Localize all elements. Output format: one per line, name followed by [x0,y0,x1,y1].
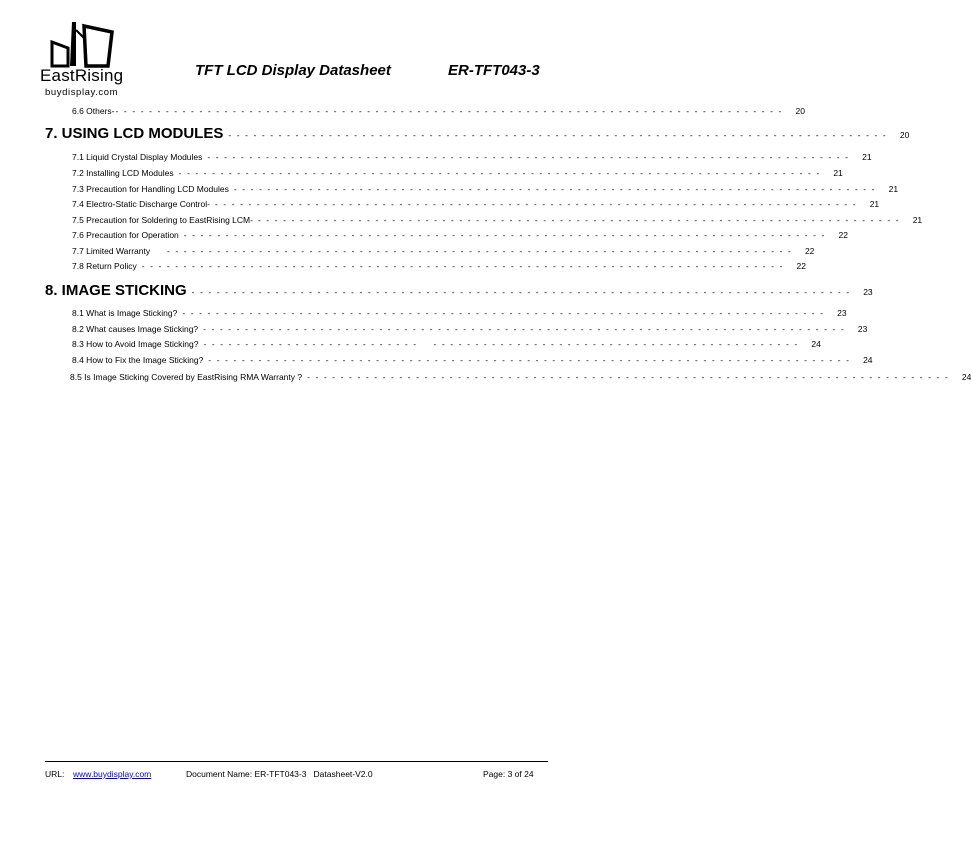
toc-entry-7-8[interactable] [72,261,806,271]
toc-entry-label: 7.1 Liquid Crystal Display Modules [72,152,203,162]
toc-entry-label: 7.3 Precaution for Handling LCD Modules [72,184,229,194]
brand-name: EastRising [40,66,124,85]
toc-entry-8-5[interactable] [70,372,971,382]
toc-entry-label: 7.7 Limited Warranty [72,246,151,256]
eastrising-logo [38,18,133,98]
toc-entry-label: 8.1 What is Image Sticking? [72,308,178,318]
toc-entry-label: 8.5 Is Image Sticking Covered by EastRising RMA Warranty ? [70,372,303,382]
toc-entry-7-3[interactable] [72,184,899,194]
document-title: TFT LCD Display Datasheet [195,62,391,79]
toc-leader: - - - - - - - - - - - - - - - - - - - - - - - - - - - - - - - - - - - - - - - - - - - - - - - - - - - - - - - - - - - - - - - - - - - - - - - - - - - [151,246,793,256]
toc-entry-8-4[interactable] [72,355,873,365]
footer-url-link[interactable] [73,769,151,779]
toc-entry-page: 23 [857,324,868,334]
footer-url-label: URL: [45,769,65,779]
toc-entry-7-2[interactable] [72,168,843,178]
toc-entry-6-6[interactable] [72,106,805,116]
toc-entry-7-7[interactable] [72,246,815,256]
toc-leader: - - - - - - - - - - - - - - - - - - - - - - - - - - - - - - - - - - - - - - - - - - - - - - - - - - - - - - - - - - - - - - - - - - - - - - - - - - - - - [253,215,901,225]
toc-entry-label: 6.6 Others- [72,106,115,116]
toc-chapter-8[interactable] [45,282,873,299]
toc-leader: - - - - - - - - - - - - - - - - - - - - - - - - - - - - - - - - - - - - - - - - - - - - - - - - - - - - - - - - - - - - - - - - - - - - - - - - - - - - - - - [187,287,851,297]
footer-page-number: Page: 3 of 24 [483,769,534,779]
toc-leader: - - - - - - - - - - - - - - - - - - - - - - - - - - - - - - - - - - - - - - - - - - - - - - - - - - - - - - - - - - - - - - - - - - - - - - - - - - - - - [204,355,851,365]
toc-leader: - - - - - - - - - - - - - - - - - - - - - - - - - - - - - - - - - - - - - - - - - - - - - - - - - - - - - - - - - - - - - - - - - - - - - - - - - - - - - [303,372,950,382]
toc-leader: - - - - - - - - - - - - - - - - - - - - - - - - - - - - - - - - - - - - - - - - - - - - - - - - - - - - - - - - - - - - - - - - - - - - - - - - - - - - - - - [224,130,888,140]
toc-entry-label: 7.2 Installing LCD Modules [72,168,174,178]
toc-leader: - - - - - - - - - - - - - - - - - - - - - - - - - - - - - - - - - - - - - - - - - - - - - - - - - - - - - - - - - - - - - - - - - - - - - - - - - - - - - [229,184,877,194]
toc-entry-label: 7.8 Return Policy [72,261,137,271]
eastrising-logo-mark-icon [46,18,116,70]
toc-entry-page: 24 [863,355,873,365]
toc-entry-page: 24 [811,339,821,349]
toc-entry-page: 24 [961,372,971,382]
toc-entry-page: 22 [804,246,815,256]
footer-link[interactable]: www.buydisplay.com [73,769,152,779]
toc-entry-7-6[interactable] [72,230,848,240]
toc-leader: - - - - - - - - - - - - - - - - - - - - - - - - - - - - - - - - - - - - - - - - - - - - - - - - - - - - - - - - - - - - - - - - - - - - - - - - - - - - - [210,199,858,209]
toc-leader: - - - - - - - - - - - - - - - - - - - - - - - - - - - - - - - - - - - - - - - - - - - - - - - - - - - - - - - - - - - - - - - - - - - - - - - - - - - - - [178,308,825,318]
toc-leader: - - - - - - - - - - - - - - - - - - - - - - - - - - - - - - - - - - - - - - - - - - - - - - - - - - - - - - - - - - - - - - - - - - - - - - - - - - - - - [179,230,826,240]
toc-chapter-label: 7. USING LCD MODULES [45,125,224,142]
toc-leader: - - - - - - - - - - - - - - - - - - - - - - - - - - - - - - - - - - - - - - - - - - - - - - - - - - - - - - - - - - - - - - - - - - - - - - [199,339,799,349]
toc-entry-label: 7.5 Precaution for Soldering to EastRising LCM- [72,215,253,225]
toc-entry-label: 8.3 How to Avoid Image Sticking? [72,339,199,349]
toc-entry-page: 22 [838,230,848,240]
toc-entry-page: 21 [869,199,880,209]
toc-entry-label: 8.2 What causes Image Sticking? [72,324,199,334]
toc-leader: - - - - - - - - - - - - - - - - - - - - - - - - - - - - - - - - - - - - - - - - - - - - - - - - - - - - - - - - - - - - - - - - - - - - - - - - - - - - - - - - [115,106,783,116]
toc-entry-label: 8.4 How to Fix the Image Sticking? [72,355,204,365]
toc-entry-page: 23 [837,308,847,318]
brand-site: buydisplay.com [45,87,119,98]
toc-chapter-label: 8. IMAGE STICKING [45,282,187,299]
toc-entry-7-4[interactable] [72,199,880,209]
toc-entry-page: 21 [862,152,872,162]
toc-entry-7-5[interactable] [72,215,923,225]
toc-chapter-7[interactable] [45,125,910,142]
toc-entry-8-2[interactable] [72,324,868,334]
toc-entry-8-1[interactable] [72,308,847,318]
toc-entry-page: 21 [888,184,899,194]
footer-divider [45,761,548,762]
toc-entry-page: 20 [795,106,805,116]
toc-entry-8-3[interactable] [72,339,821,349]
toc-entry-label: 7.6 Precaution for Operation [72,230,179,240]
toc-entry-label: 7.4 Electro-Static Discharge Control- [72,199,210,209]
toc-entry-page: 21 [912,215,923,225]
toc-leader: - - - - - - - - - - - - - - - - - - - - - - - - - - - - - - - - - - - - - - - - - - - - - - - - - - - - - - - - - - - - - - - - - - - - - - - - - - - - - [137,261,784,271]
toc-chapter-page: 20 [899,130,910,140]
toc-chapter-page: 23 [863,287,873,297]
toc-leader: - - - - - - - - - - - - - - - - - - - - - - - - - - - - - - - - - - - - - - - - - - - - - - - - - - - - - - - - - - - - - - - - - - - - - - - - - - - - - [199,324,846,334]
toc-entry-page: 21 [833,168,843,178]
document-model: ER-TFT043-3 [448,62,540,79]
footer-document-name: Document Name: ER-TFT043-3 Datasheet-V2.0 [186,769,373,779]
toc-leader: - - - - - - - - - - - - - - - - - - - - - - - - - - - - - - - - - - - - - - - - - - - - - - - - - - - - - - - - - - - - - - - - - - - - - - - - - - - - - [203,152,850,162]
toc-entry-page: 22 [796,261,806,271]
toc-entry-7-1[interactable] [72,152,872,162]
toc-leader: - - - - - - - - - - - - - - - - - - - - - - - - - - - - - - - - - - - - - - - - - - - - - - - - - - - - - - - - - - - - - - - - - - - - - - - - - - - - - [174,168,821,178]
